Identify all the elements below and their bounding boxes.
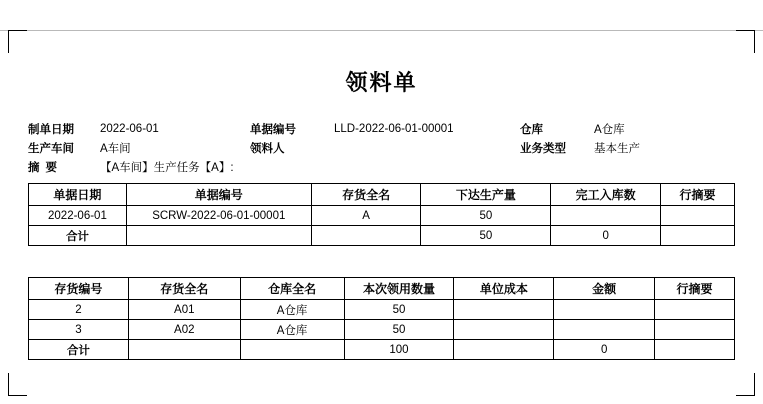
field-bill-date	[28, 121, 250, 137]
table-cell	[554, 320, 655, 340]
table-cell: A	[311, 206, 421, 226]
table-cell: SCRW-2022-06-01-00001	[126, 206, 311, 226]
field-warehouse-value: A仓库	[594, 123, 625, 136]
column-header: 单据日期	[29, 184, 127, 206]
table-total-row	[29, 226, 735, 246]
field-bill-number	[250, 121, 520, 137]
crop-mark-bottom-left	[8, 373, 27, 396]
page-title: 领料单	[345, 70, 418, 95]
column-header: 单据编号	[126, 184, 311, 206]
production-task-table	[28, 183, 735, 246]
table-cell: A01	[128, 300, 240, 320]
table-cell	[655, 300, 735, 320]
crop-mark-top-right	[736, 30, 755, 53]
field-picker	[250, 140, 520, 156]
column-header: 金额	[554, 278, 655, 300]
table-cell: A02	[128, 320, 240, 340]
table-cell: 0	[554, 340, 655, 360]
table-cell	[661, 206, 735, 226]
table-total-label: 合计	[29, 226, 127, 246]
table-cell: 50	[344, 300, 454, 320]
header-row-1	[28, 120, 735, 137]
column-header: 完工入库数	[551, 184, 661, 206]
table-cell: 3	[29, 320, 129, 340]
table-cell	[126, 226, 311, 246]
field-bill-date-value: 2022-06-01	[100, 122, 159, 135]
table-cell	[240, 340, 344, 360]
table-total-label: 合计	[29, 340, 129, 360]
field-picker-label: 领料人	[250, 142, 285, 155]
field-business-type-value: 基本生产	[594, 142, 640, 155]
column-header: 行摘要	[661, 184, 735, 206]
field-workshop	[28, 140, 250, 156]
field-workshop-value: A车间	[100, 142, 131, 155]
table-cell: A仓库	[240, 300, 344, 320]
table-cell: 100	[344, 340, 454, 360]
column-header: 单位成本	[454, 278, 554, 300]
column-header: 本次领用数量	[344, 278, 454, 300]
table-cell	[128, 340, 240, 360]
material-lines-table	[28, 277, 735, 360]
header-row-2	[28, 139, 735, 156]
table-cell	[311, 226, 421, 246]
field-bill-date-label: 制单日期	[28, 123, 74, 136]
column-header: 存货全名	[311, 184, 421, 206]
table-row	[29, 320, 735, 340]
field-bill-number-value: LLD-2022-06-01-00001	[334, 122, 454, 135]
table-cell	[454, 320, 554, 340]
column-header: 存货全名	[128, 278, 240, 300]
table-cell: 50	[421, 206, 551, 226]
table-header-row	[29, 278, 735, 300]
field-summary-label: 摘要	[28, 161, 63, 174]
table-row	[29, 206, 735, 226]
table-cell	[454, 300, 554, 320]
table-cell	[554, 300, 655, 320]
table-cell: 2	[29, 300, 129, 320]
crop-mark-top-left	[8, 30, 27, 53]
table-cell: 50	[421, 226, 551, 246]
field-summary	[28, 158, 735, 175]
table-cell: 50	[344, 320, 454, 340]
crop-mark-bottom-right	[736, 373, 755, 396]
column-header: 存货编号	[29, 278, 129, 300]
column-header: 行摘要	[655, 278, 735, 300]
top-rule	[0, 30, 763, 31]
field-bill-number-label: 单据编号	[250, 123, 296, 136]
table-cell	[655, 320, 735, 340]
header-info	[28, 120, 735, 175]
field-summary-value: 【A车间】生产任务【A】:	[100, 161, 234, 174]
table-cell: A仓库	[240, 320, 344, 340]
table-cell	[655, 340, 735, 360]
column-header: 下达生产量	[421, 184, 551, 206]
table-cell: 2022-06-01	[29, 206, 127, 226]
table-row	[29, 300, 735, 320]
field-warehouse-label: 仓库	[520, 123, 543, 136]
field-business-type	[520, 140, 735, 156]
table-total-row	[29, 340, 735, 360]
table-cell: 0	[551, 226, 661, 246]
table-cell	[454, 340, 554, 360]
column-header: 仓库全名	[240, 278, 344, 300]
table-header-row	[29, 184, 735, 206]
field-business-type-label: 业务类型	[520, 142, 566, 155]
field-warehouse	[520, 121, 735, 137]
table-cell	[661, 226, 735, 246]
field-workshop-label: 生产车间	[28, 142, 74, 155]
table-cell	[551, 206, 661, 226]
